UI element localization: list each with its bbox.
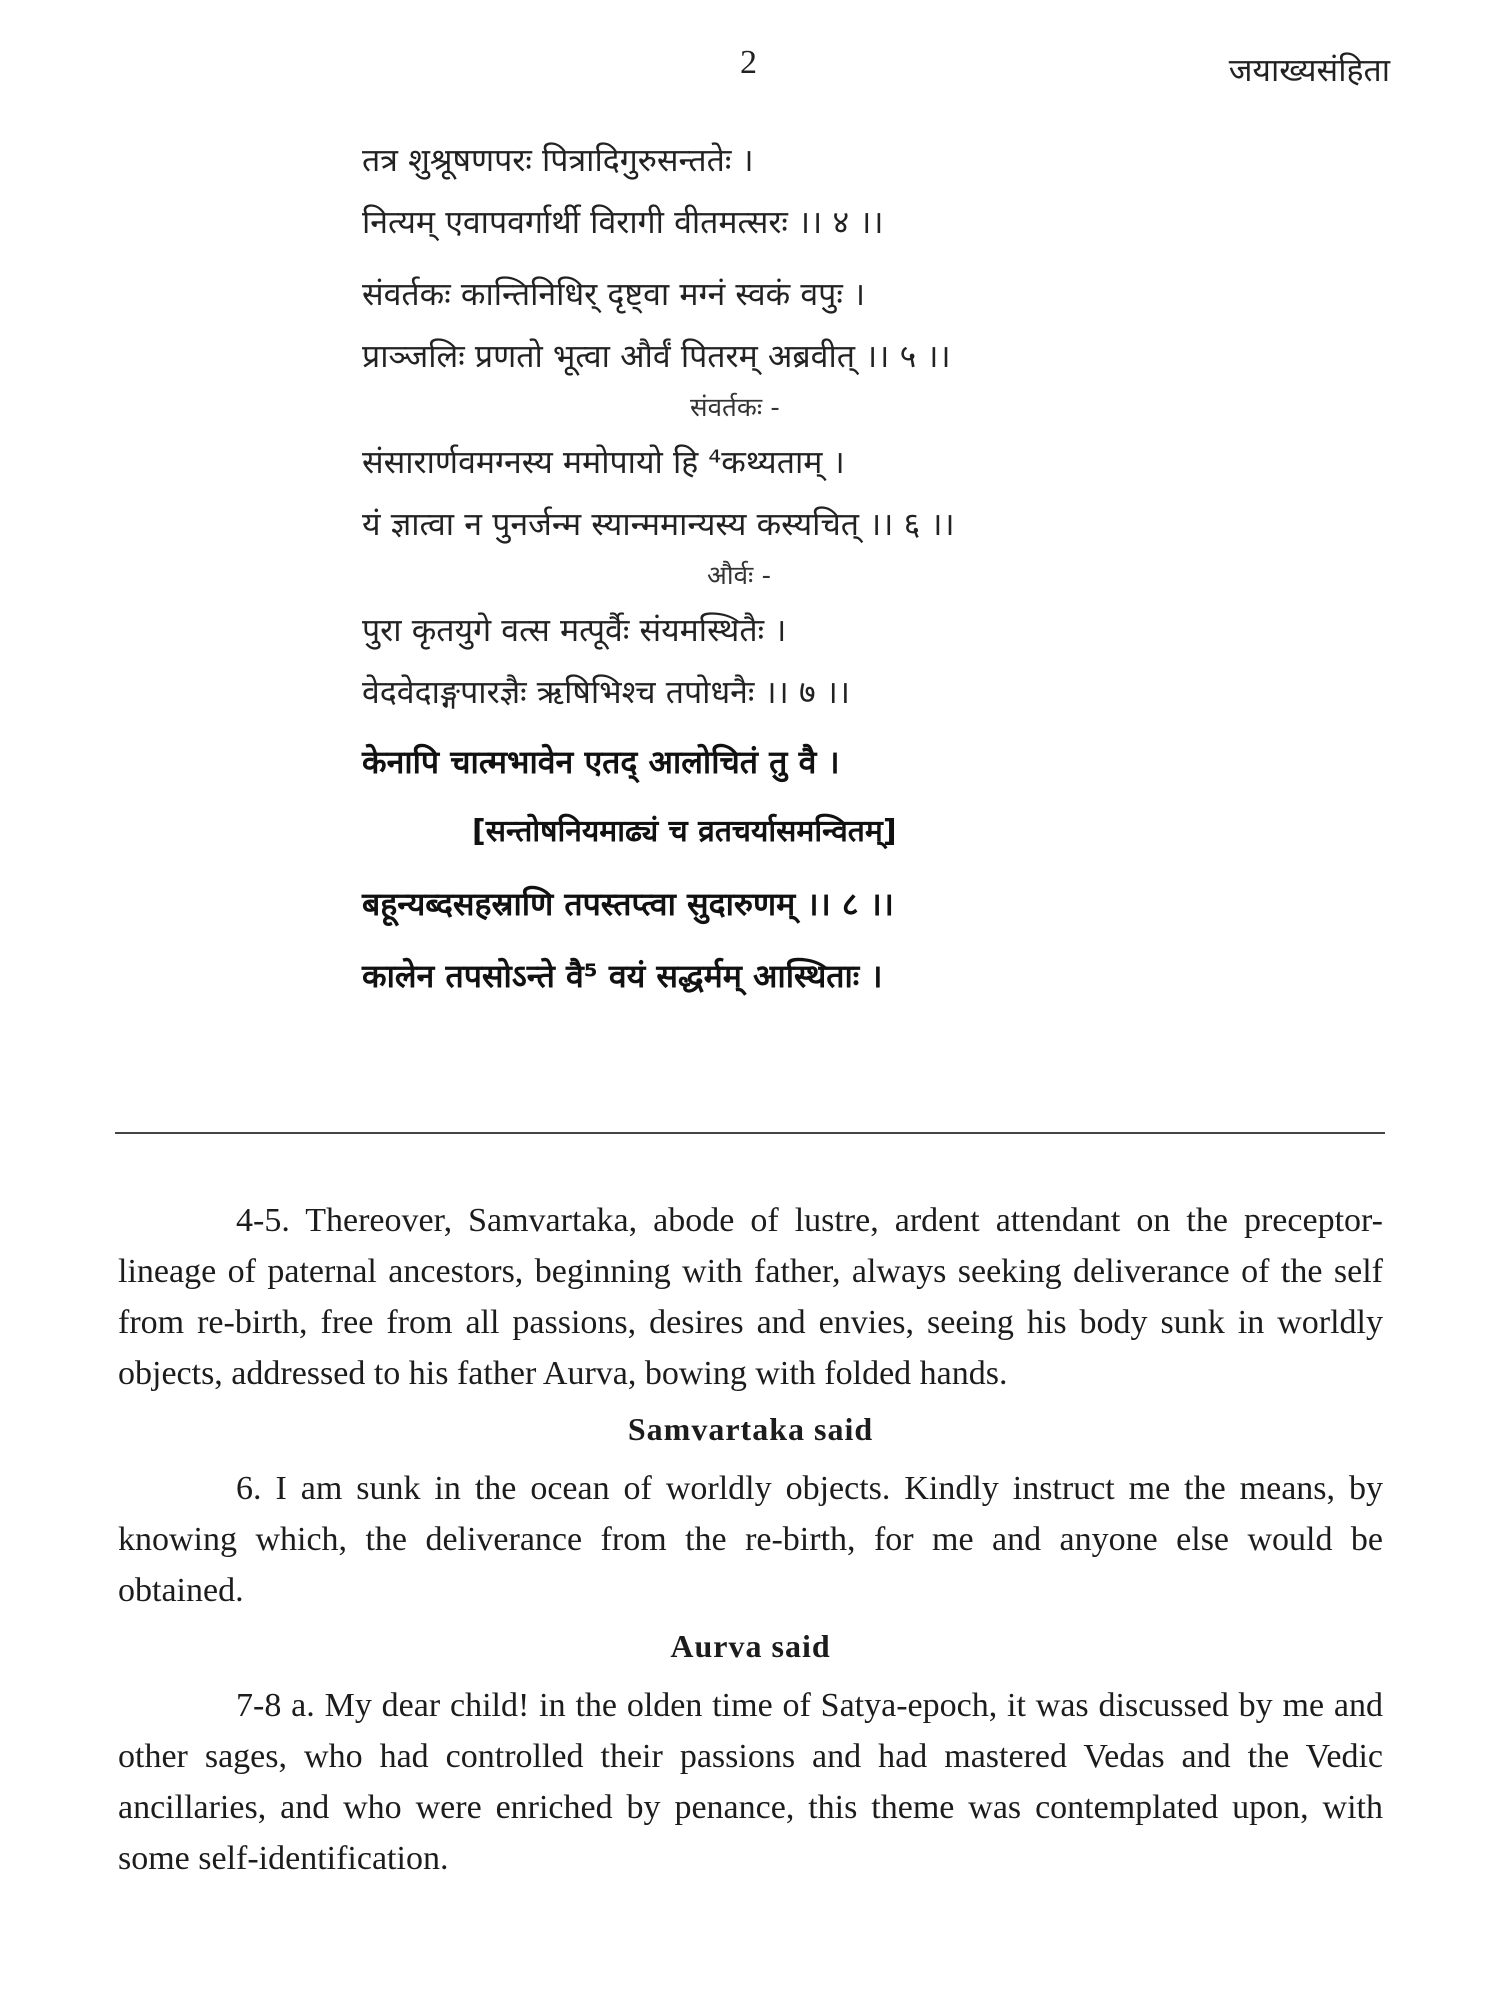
sanskrit-verses	[362, 140, 1372, 996]
verse-line: वेदवेदाङ्गपारज्ञैः ऋषिभिश्च तपोधनैः ।। ७ ।।	[362, 673, 851, 711]
translation-paragraph: 7-8 a. My dear child! in the olden time of Satya-epoch, it was discussed by me and other sages, who had controlled their passions and had mastered Vedas and the Vedic ancillaries, and who were enriched by penance, this theme was contemplated upon, with some self-identification.	[118, 1687, 1383, 1877]
verse-line: प्राञ्जलिः प्रणतो भूत्वा और्वं पितरम् अब्रवीत् ।। ५ ।।	[362, 337, 951, 375]
verse-speaker: संवर्तकः -	[690, 393, 780, 423]
verse-line: पुरा कृतयुगे वत्स मत्पूर्वैः संयमस्थितैः ।	[362, 611, 787, 649]
verse-line: संवर्तकः कान्तिनिधिर् दृष्ट्वा मग्नं स्वकं वपुः ।	[362, 275, 866, 313]
verse-line: तत्र शुश्रूषणपरः पित्रादिगुरुसन्ततेः ।	[362, 141, 754, 179]
verse-line: संसारार्णवमग्नस्य ममोपायो हि ⁴कथ्यताम् ।	[362, 443, 845, 481]
speaker-heading: Samvartaka said	[627, 1411, 874, 1447]
verse-line: बहून्यब्दसहस्राणि तपस्तप्त्वा सुदारुणम् ।। ८ ।।	[362, 885, 894, 923]
verse-line: केनापि चात्मभावेन एतद् आलोचितं तु वै ।	[362, 743, 840, 781]
verse-line-bracketed: [सन्तोषनियमाढ्यं च व्रतचर्यासमन्वितम्]	[472, 814, 897, 849]
page-number: 2	[740, 44, 757, 81]
speaker-heading: Aurva said	[670, 1628, 831, 1664]
translation-paragraph: 4-5. Thereover, Samvartaka, abode of lustre, ardent attendant on the preceptor-lineage of paternal ancestors, beginning with father, always seeking deliverance of the self from re-birth, free from all passions, desires and envies, seeing his body sunk in worldly objects, addressed to his father Aurva, bowing with folded hands.	[118, 1202, 1383, 1392]
verse-line: कालेन तपसोऽन्ते वै⁵ वयं सद्धर्मम् आस्थिताः ।	[362, 957, 883, 995]
verse-line: नित्यम् एवापवर्गार्थी विरागी वीतमत्सरः ।। ४ ।।	[362, 203, 884, 241]
translation-paragraph: 6. I am sunk in the ocean of worldly objects. Kindly instruct me the means, by knowing which, the deliverance from the re-birth, for me and anyone else would be obtained.	[118, 1470, 1383, 1609]
translation	[118, 1195, 1383, 1884]
running-title: जयाख्यसंहिता	[1228, 51, 1390, 89]
verse-line: यं ज्ञात्वा न पुनर्जन्म स्यान्ममान्यस्य कस्यचित् ।। ६ ।।	[362, 505, 955, 543]
verse-speaker: और्वः -	[707, 561, 771, 591]
section-divider	[115, 1132, 1385, 1134]
